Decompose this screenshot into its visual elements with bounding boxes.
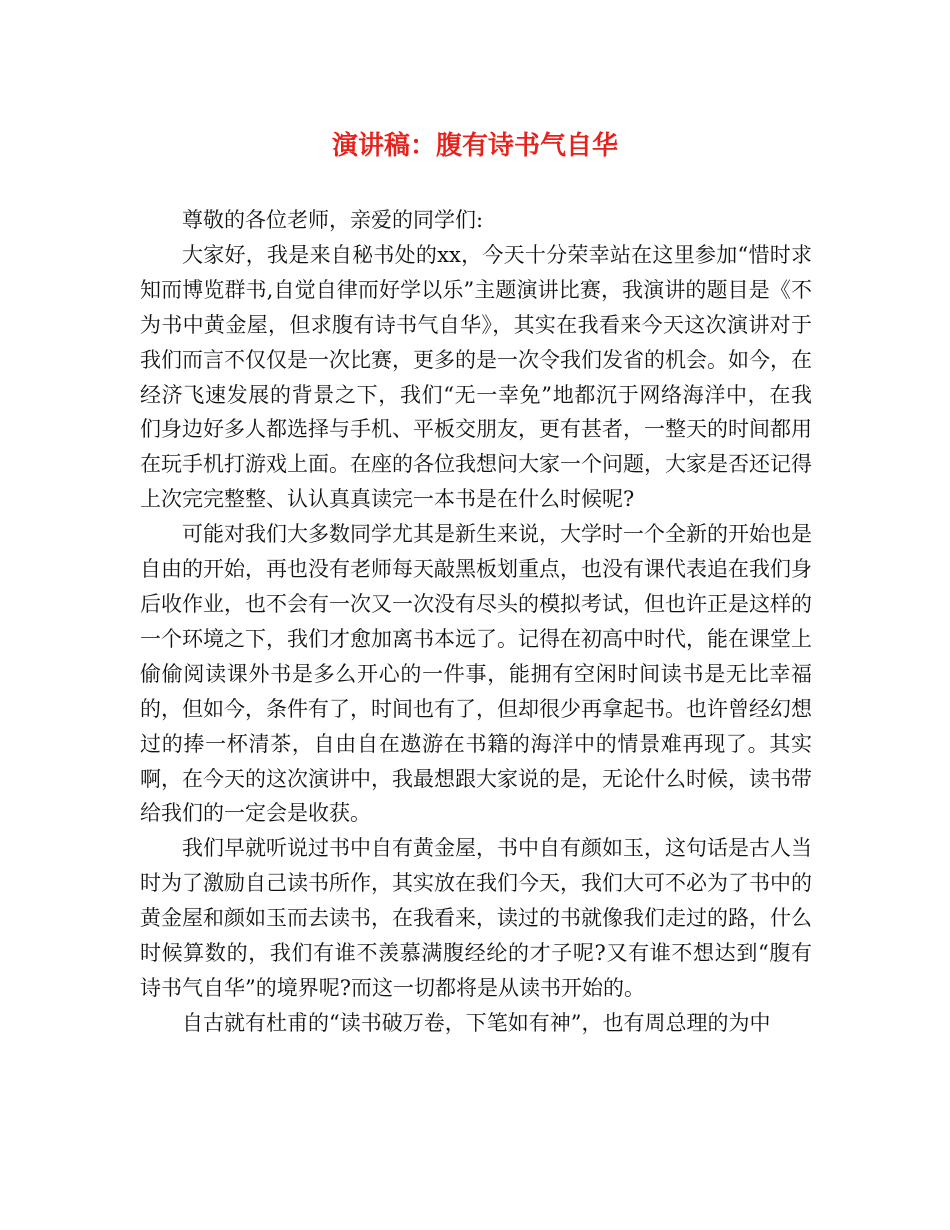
document-body <box>140 203 812 1041</box>
document-title: 演讲稿：腹有诗书气自华 <box>331 131 618 161</box>
paragraph-1: 大家好，我是来自秘书处的xx，今天十分荣幸站在这里参加“惜时求知而博览群书,自觉自律而好学以乐”主题演讲比赛，我演讲的题目是《不为书中黄金屋，但求腹有诗书气自华》，其实在我看来今天这次演讲对于我们而言不仅仅是一次比赛，更多的是一次令我们发省的机会。如今，在经济飞速发展的背景之下，我们“无一幸免”地都沉于网络海洋中，在我们身边好多人都选择与手机、平板交朋友，更有甚者，一整天的时间都用在玩手机打游戏上面。在座的各位我想问大家一个问题，大家是否还记得上次完完整整、认认真真读完一本书是在什么时候呢? <box>140 242 812 512</box>
paragraph-3: 我们早就听说过书中自有黄金屋，书中自有颜如玉，这句话是古人当时为了激励自己读书所作，其实放在我们今天，我们大可不必为了书中的黄金屋和颜如玉而去读书，在我看来，读过的书就像我们走过的路，什么时候算数的，我们有谁不羡慕满腹经纶的才子呢?又有谁不想达到“腹有诗书气自华”的境界呢?而这一切都将是从读书开始的。 <box>140 836 812 1000</box>
paragraph-2: 可能对我们大多数同学尤其是新生来说，大学时一个全新的开始也是自由的开始，再也没有老师每天敲黑板划重点，也没有课代表追在我们身后收作业，也不会有一次又一次没有尽头的模拟考试，但也许正是这样的一个环境之下，我们才愈加离书本远了。记得在初高中时代，能在课堂上偷偷阅读课外书是多么开心的一件事，能拥有空闲时间读书是无比幸福的，但如今，条件有了，时间也有了，但却很少再拿起书。也许曾经幻想过的捧一杯清茶，自由自在遨游在书籍的海洋中的情景难再现了。其实啊，在今天的这次演讲中，我最想跟大家说的是，无论什么时候，读书带给我们的一定会是收获。 <box>140 522 812 826</box>
paragraph-4: 自古就有杜甫的“读书破万卷，下笔如有神”，也有周总理的为中 <box>182 1010 771 1035</box>
salutation: 尊敬的各位老师，亲爱的同学们: <box>182 208 484 232</box>
